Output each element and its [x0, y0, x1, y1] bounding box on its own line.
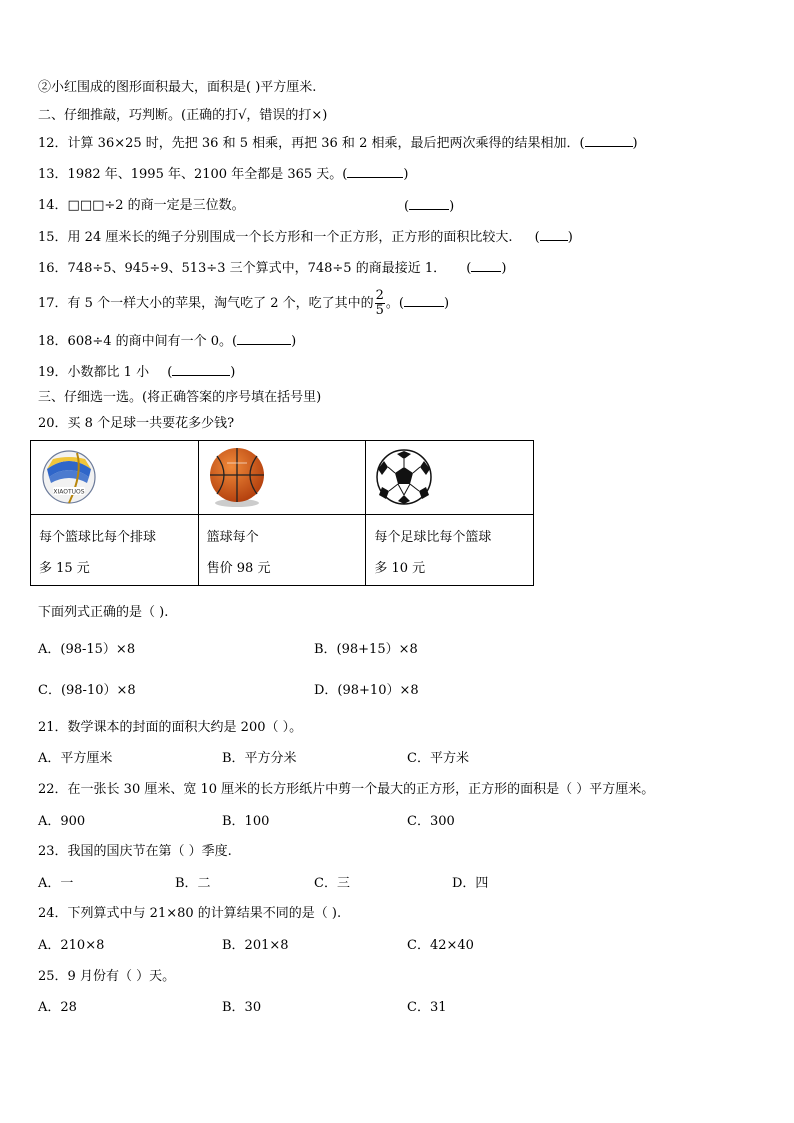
question-17-text: 17．有 5 个一样大小的苹果，淘气吃了 2 个，吃了其中的: [38, 296, 374, 311]
section-2-heading: 二、仔细推敲，巧判断。(正确的打√，错误的打×): [38, 108, 328, 123]
q20-option-c[interactable]: C．(98-10）×8: [38, 683, 136, 698]
question-18-text: 18．608÷4 的商中间有一个 0。(: [38, 334, 238, 349]
answer-blank[interactable]: [172, 363, 230, 376]
q23-option-b[interactable]: B．二: [175, 876, 211, 891]
paren-open: (: [167, 365, 173, 380]
question-22: 22．在一张长 30 厘米、宽 10 厘米的长方形纸片中剪一个最大的正方形，正方形的面积是（ ）平方厘米。: [38, 782, 655, 797]
q20-option-a[interactable]: A．(98-15）×8: [38, 642, 136, 657]
volleyball-info: [31, 515, 199, 586]
q24-option-c[interactable]: C．42×40: [407, 938, 474, 953]
q24-option-a[interactable]: A．210×8: [38, 938, 105, 953]
volleyball-cell: [31, 441, 199, 515]
question-25: 25．9 月份有（ ）天。: [38, 969, 176, 984]
question-14-answer: [404, 197, 454, 216]
football-info: [366, 515, 534, 586]
q20-option-d[interactable]: D．(98+10）×8: [314, 683, 419, 698]
q23-option-c[interactable]: C．三: [314, 876, 350, 891]
info-line: 多 10 元: [374, 561, 426, 576]
question-19-answer: [167, 365, 235, 380]
question-12: [38, 134, 638, 153]
ball-price-table: [30, 440, 534, 586]
question-18: [38, 332, 296, 351]
question-23: 23．我国的国庆节在第（ ）季度.: [38, 844, 232, 859]
question-17: [38, 287, 449, 321]
info-line: 篮球每个: [206, 530, 259, 545]
volleyball-brand: XIAOTUOS: [53, 488, 85, 496]
question-13-text: 13．1982 年、1995 年、2100 年全都是 365 天。(: [38, 167, 348, 182]
basketball-cell: [198, 441, 366, 515]
q21-option-b[interactable]: B．平方分米: [222, 751, 297, 766]
question-12-text: 12．计算 36×25 时，先把 36 和 5 相乘，再把 36 和 2 相乘，最后把两次乘得的结果相加．(: [38, 136, 585, 151]
answer-blank[interactable]: [404, 294, 444, 307]
question-15: [38, 228, 573, 247]
section-3-heading: 三、仔细选一选。(将正确答案的序号填在括号里): [38, 390, 322, 405]
question-14: [38, 197, 455, 215]
q23-option-d[interactable]: D．四: [452, 876, 489, 891]
q21-option-a[interactable]: A．平方厘米: [38, 751, 113, 766]
answer-blank[interactable]: [585, 134, 633, 147]
football-icon: [374, 447, 434, 507]
question-21: 21．数学课本的封面的面积大约是 200（ ）。: [38, 720, 303, 735]
q24-option-b[interactable]: B．201×8: [222, 938, 289, 953]
fraction: [375, 289, 385, 318]
info-line: 每个篮球比每个排球: [39, 530, 157, 545]
info-line: 多 15 元: [39, 561, 90, 576]
q25-option-b[interactable]: B．30: [222, 1000, 262, 1015]
answer-blank[interactable]: [540, 228, 568, 241]
q20-option-b[interactable]: B．(98+15）×8: [314, 642, 418, 657]
paren-open: (: [404, 199, 410, 214]
paren-close: ): [230, 365, 236, 380]
fraction-numerator: 2: [375, 288, 384, 303]
question-17-open: 。(: [385, 296, 404, 311]
answer-blank[interactable]: [471, 259, 501, 272]
q23-option-a[interactable]: A．一: [38, 876, 74, 891]
question-16-text: 16．748÷5、945÷9、513÷3 三个算式中，748÷5 的商最接近 1．: [38, 261, 447, 276]
question-20-prompt: 下面列式正确的是（ ).: [38, 605, 169, 620]
q25-option-c[interactable]: C．31: [407, 1000, 447, 1015]
paren-close: ): [501, 261, 507, 276]
info-line: 每个足球比每个篮球: [374, 530, 492, 545]
q21-option-c[interactable]: C．平方米: [407, 751, 469, 766]
q25-option-a[interactable]: A．28: [38, 1000, 77, 1015]
question-24: 24．下列算式中与 21×80 的计算结果不同的是（ ).: [38, 906, 342, 921]
question-15-answer: [535, 230, 573, 245]
question-13-close: ): [403, 167, 409, 182]
info-line: 售价 98 元: [206, 561, 271, 576]
q22-option-a[interactable]: A．900: [38, 814, 86, 829]
paren-open: (: [466, 261, 472, 276]
question-15-text: 15．用 24 厘米长的绳子分别围成一个长方形和一个正方形，正方形的面积比较大.: [38, 230, 513, 245]
question-17-close: ): [443, 296, 450, 311]
volleyball-icon: [39, 447, 99, 507]
paren-close: ): [449, 199, 455, 214]
paren-close: ): [567, 230, 573, 245]
fraction-denominator: 5: [375, 303, 384, 318]
question-12-close: ): [632, 136, 638, 151]
question-11-part2: ②小红围成的图形面积最大，面积是( )平方厘米.: [38, 80, 317, 95]
question-13: [38, 165, 408, 184]
answer-blank[interactable]: [409, 197, 449, 210]
football-cell: [366, 441, 534, 515]
question-20: 20．买 8 个足球一共要花多少钱?: [38, 416, 235, 431]
answer-blank[interactable]: [347, 165, 403, 178]
q22-option-c[interactable]: C．300: [407, 814, 455, 829]
question-19: [38, 363, 235, 382]
question-16: [38, 259, 506, 278]
question-18-close: ): [291, 334, 297, 349]
question-14-text: 14．□□□÷2 的商一定是三位数。: [38, 198, 245, 213]
basketball-icon: [205, 445, 269, 509]
question-16-answer: [466, 261, 506, 276]
paren-open: (: [534, 230, 540, 245]
basketball-info: [198, 515, 366, 586]
question-19-text: 19．小数都比 1 小: [38, 365, 150, 380]
q22-option-b[interactable]: B．100: [222, 814, 270, 829]
answer-blank[interactable]: [237, 332, 291, 345]
